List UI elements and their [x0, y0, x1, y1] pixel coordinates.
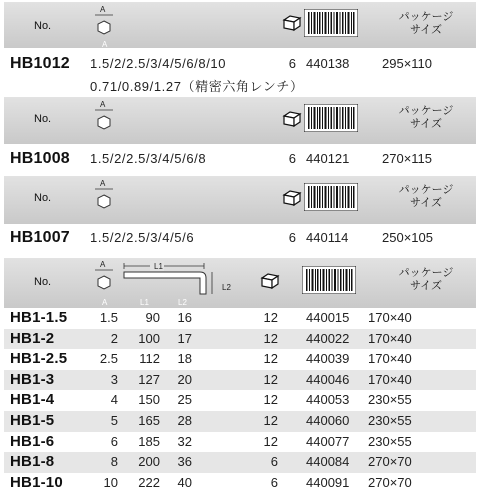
size-a: 5	[110, 413, 118, 428]
package-size: 170×40	[368, 371, 412, 387]
package-size-label: サイズ	[409, 23, 443, 36]
package-size-header	[386, 266, 466, 292]
quantity: 6	[288, 56, 296, 71]
product-code: 440015	[306, 310, 350, 325]
size-set: 1.5/2/2.5/3/4/5/6/8/10	[90, 56, 227, 71]
hex-key-icon	[92, 98, 116, 136]
package-size: 170×40	[368, 351, 412, 367]
length-l1: 100	[138, 330, 160, 346]
box-icon	[282, 189, 302, 207]
length-l2: 25	[177, 392, 192, 408]
model-number: HB1-1.5	[10, 309, 68, 326]
l2-label: L2	[222, 283, 231, 292]
package-size: 230×55	[368, 392, 412, 408]
size-a: 8	[110, 454, 118, 470]
product-code: 440039	[306, 351, 350, 367]
length-l1: 127	[138, 371, 160, 387]
package-size: 270×70	[368, 474, 412, 490]
product-code: 440138	[306, 56, 350, 71]
product-code: 440022	[306, 330, 350, 346]
length-l2: 20	[177, 371, 192, 387]
quantity: 12	[263, 433, 278, 449]
model-number: HB1-3	[10, 370, 55, 388]
length-l1: 165	[138, 413, 160, 428]
quantity: 6	[288, 230, 296, 245]
length-l2: 36	[177, 454, 192, 470]
barcode-icon	[302, 266, 356, 294]
package-size-header	[386, 10, 466, 36]
svg-text:A: A	[100, 100, 106, 109]
quantity: 12	[263, 413, 278, 428]
no-label: No.	[34, 276, 52, 288]
length-l2: 40	[177, 474, 192, 490]
model-number: HB1-2.5	[10, 350, 68, 368]
package-size-label: サイズ	[409, 196, 443, 209]
length-l1: 200	[138, 454, 160, 470]
length-l1: 90	[145, 310, 160, 325]
svg-text:A: A	[100, 260, 106, 269]
no-label: No.	[34, 113, 52, 125]
product-code: 440077	[306, 433, 350, 449]
quantity: 12	[263, 330, 278, 346]
package-size-label: パッケージ	[398, 104, 454, 117]
size-set: 1.5/2/2.5/3/4/5/6/8	[90, 151, 207, 166]
hex-key-icon	[92, 177, 116, 215]
package-size: 295×110	[382, 56, 433, 71]
size-a: 3	[110, 371, 118, 387]
box-icon	[260, 272, 280, 290]
length-l2: 18	[177, 351, 192, 367]
package-size: 230×55	[368, 413, 412, 428]
length-l2: 17	[177, 330, 192, 346]
col-a-label: A	[102, 40, 108, 49]
barcode-icon	[304, 183, 358, 211]
product-code: 440060	[306, 413, 350, 428]
quantity: 12	[263, 310, 278, 325]
model-number: HB1-10	[10, 473, 63, 491]
package-size-label: サイズ	[409, 117, 443, 130]
size-a: 2	[110, 330, 118, 346]
size-a: 6	[110, 433, 118, 449]
model-number: HB1-4	[10, 391, 55, 409]
product-code: 440053	[306, 392, 350, 408]
svg-text:L1: L1	[154, 262, 163, 271]
hex-key-icon	[92, 258, 116, 296]
package-size: 270×115	[382, 151, 433, 166]
package-size-header	[386, 183, 466, 209]
quantity: 6	[270, 454, 278, 470]
package-size: 250×105	[382, 230, 433, 245]
box-icon	[282, 14, 302, 32]
model-number: HB1008	[10, 150, 70, 167]
product-code: 440114	[306, 230, 349, 245]
model-number: HB1-2	[10, 329, 55, 347]
length-l1: 222	[138, 474, 160, 490]
quantity: 6	[270, 474, 278, 490]
box-icon	[282, 110, 302, 128]
quantity: 12	[263, 371, 278, 387]
quantity: 6	[288, 151, 296, 166]
size-a: 4	[110, 392, 118, 408]
package-size-label: サイズ	[409, 279, 443, 292]
length-l1: 185	[138, 433, 160, 449]
length-l2: 28	[177, 413, 192, 428]
quantity: 12	[263, 392, 278, 408]
barcode-icon	[304, 9, 358, 37]
hex-key-icon	[92, 3, 116, 41]
col-l1-label: L1	[140, 298, 149, 307]
model-number: HB1-8	[10, 453, 55, 471]
package-size-label: パッケージ	[398, 10, 454, 23]
length-l1: 150	[138, 392, 160, 408]
package-size-label: パッケージ	[398, 266, 454, 279]
size-set: 0.71/0.89/1.27（精密六角レンチ）	[90, 79, 304, 94]
package-size-header	[386, 104, 466, 130]
size-a: 10	[103, 474, 118, 490]
size-set: 1.5/2/2.5/3/4/5/6	[90, 230, 195, 245]
product-code: 440084	[306, 454, 350, 470]
length-l1: 112	[139, 351, 160, 367]
size-a: 1.5	[99, 310, 118, 325]
model-number: HB1007	[10, 229, 70, 246]
package-size-label: パッケージ	[398, 183, 454, 196]
product-code: 440046	[306, 371, 350, 387]
package-size: 170×40	[368, 310, 412, 325]
length-l2: 32	[177, 433, 192, 449]
product-code: 440121	[306, 151, 350, 166]
package-size: 270×70	[368, 454, 412, 470]
l-wrench-diagram	[120, 258, 220, 298]
no-label: No.	[34, 192, 52, 204]
col-l2-label: L2	[178, 298, 187, 307]
size-a: 2.5	[99, 351, 118, 367]
model-number: HB1-6	[10, 432, 55, 450]
svg-text:A: A	[100, 5, 106, 14]
package-size: 230×55	[368, 433, 412, 449]
model-number: HB1012	[10, 55, 70, 72]
no-label: No.	[34, 20, 52, 32]
barcode-icon	[304, 104, 358, 132]
col-a-label: A	[102, 298, 108, 307]
quantity: 12	[263, 351, 278, 367]
package-size: 170×40	[368, 330, 412, 346]
length-l2: 16	[177, 310, 192, 325]
product-code: 440091	[306, 474, 350, 490]
model-number: HB1-5	[10, 412, 55, 429]
svg-text:A: A	[100, 179, 106, 188]
